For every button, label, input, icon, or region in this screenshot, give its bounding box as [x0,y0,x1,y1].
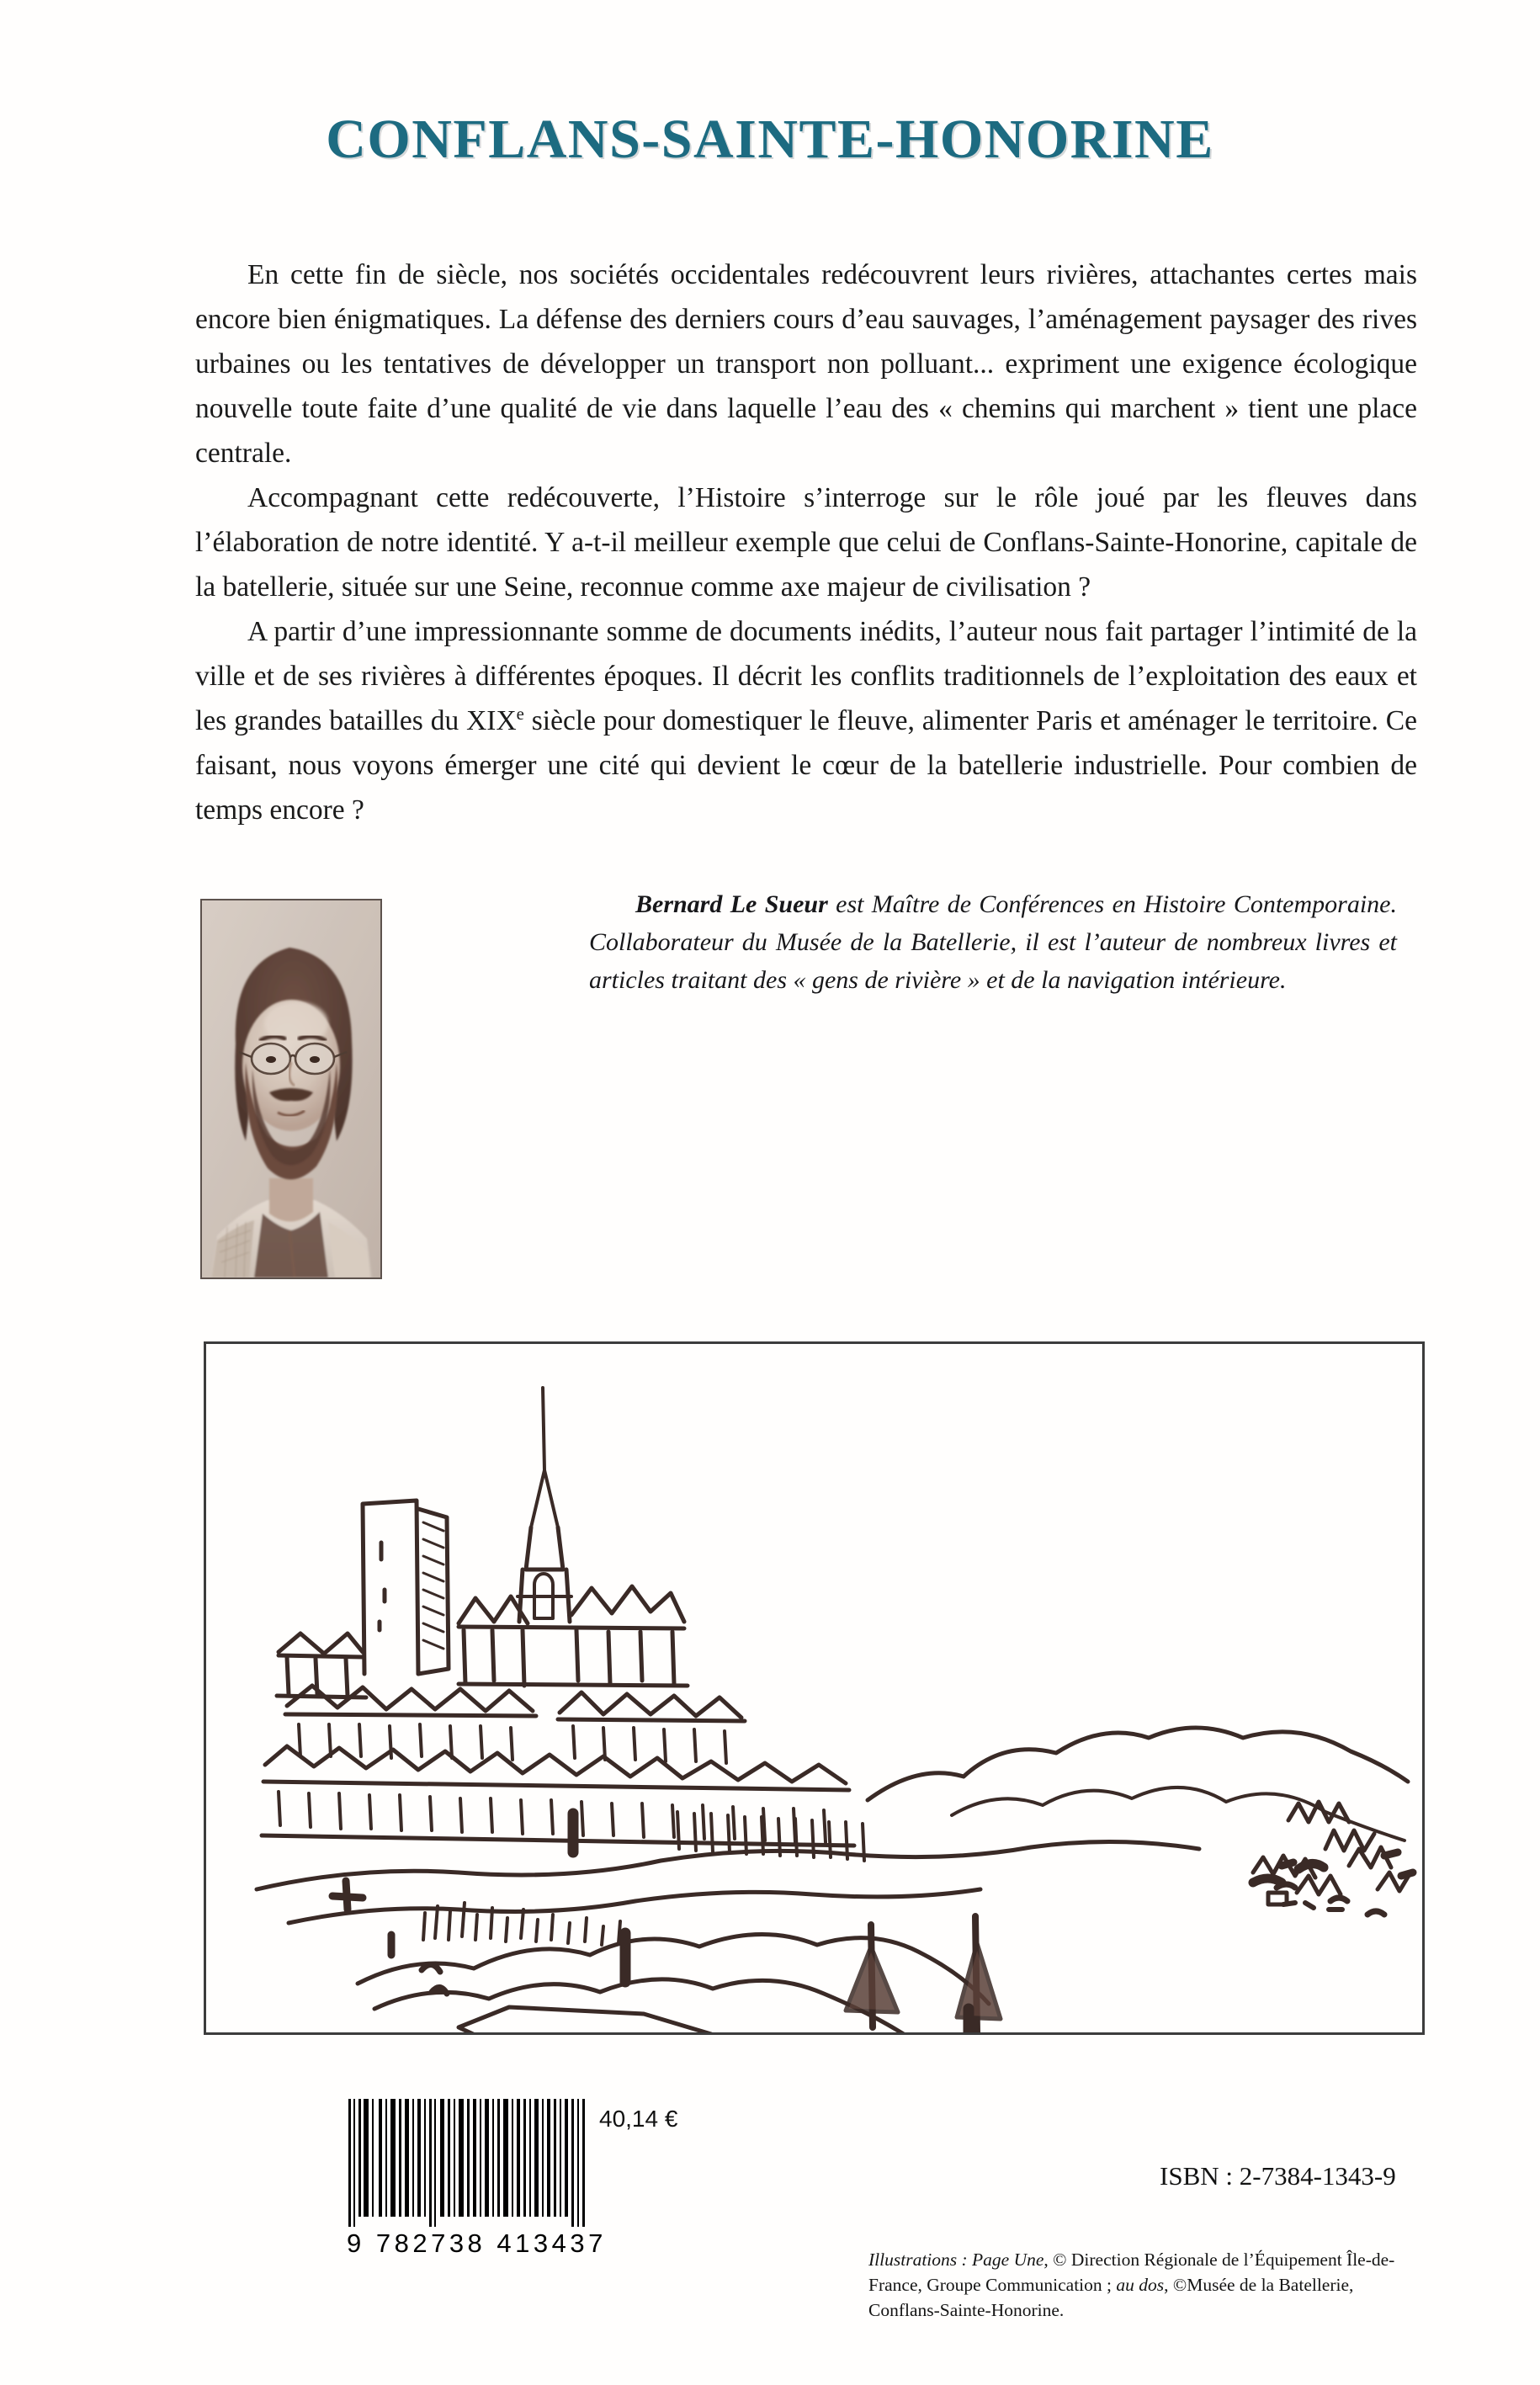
blurb-paragraph-3-part-1: A partir d’une impressionnante somme de documents inédits, l’auteur nous fait partager l’intimité de la ville et de ses rivières à différentes époques. Il décrit les conflits traditionnels de l’exploitation des eaux et les grandes batailles du XIX [195,616,1417,736]
blurb-paragraph-3-part-2: siècle pour domestiquer le fleuve, alimenter Paris et aménager le territoire. Ce faisant, nous voyons émerger une cité qui devient le cœur de la batellerie industrielle. Pour combien de temps encore ? [195,705,1417,826]
author-photo-image [202,900,380,1277]
barcode-digits: 9 782738 413437 [347,2228,607,2258]
illustration-credits [868,2247,1424,2323]
credits-part-5: , ©Musée de la Batellerie, Conflans-Sainte-Honorine. [868,2275,1354,2320]
isbn-label: ISBN : 2-7384-1343-9 [1160,2161,1396,2191]
blurb-paragraph-1: En cette fin de siècle, nos sociétés occidentales redécouvrent leurs rivières, attachantes certes mais encore bien énigmatiques. La défense des derniers cours d’eau sauvages, l’aménagement paysager des rives urbaines ou les tentatives de développer un transport non polluant... expriment une exigence écologique nouvelle toute faite d’une qualité de vie dans laquelle l’eau des « chemins qui marchent » tient une place centrale. [195,259,1417,469]
credits-part-4: au dos [1116,2275,1165,2295]
credits-part-1: Illustrations : [868,2250,973,2270]
price-label: 40,14 € [599,2106,678,2132]
barcode [347,2099,607,2259]
page-title: CONFLANS-SAINTE-HONORINE [326,109,1214,170]
author-photo [200,899,382,1279]
blurb-paragraph-3 [195,609,1417,832]
blurb-text-block [195,252,1417,832]
barcode-bars [347,2099,591,2227]
blurb-paragraph-2: Accompagnant cette redécouverte, l’Histoire s’interroge sur le rôle joué par les fleuves dans l’élaboration de notre identité. Y a-t-il meilleur exemple que celui de Conflans-Sainte-Honorine, capitale de la batellerie, située sur une Seine, reconnue comme axe majeur de civilisation ? [195,482,1417,603]
credits-part-2: Page Une [972,2250,1044,2270]
author-bio-text: est Maître de Conférences en Histoire Contemporaine. Collaborateur du Musée de la Batellerie, il est l’auteur de nombreux livres et articles traitant des « gens de rivière » et de la navigation intérieure. [589,890,1397,994]
ordinal-superscript: e [516,704,524,724]
author-bio [589,885,1397,999]
credits-part-3: , © Direction Régionale de l’Équipement Île-de-France, Groupe Communication ; [868,2250,1395,2295]
cover-illustration [204,1341,1425,2035]
author-name: Bernard Le Sueur [635,890,828,918]
